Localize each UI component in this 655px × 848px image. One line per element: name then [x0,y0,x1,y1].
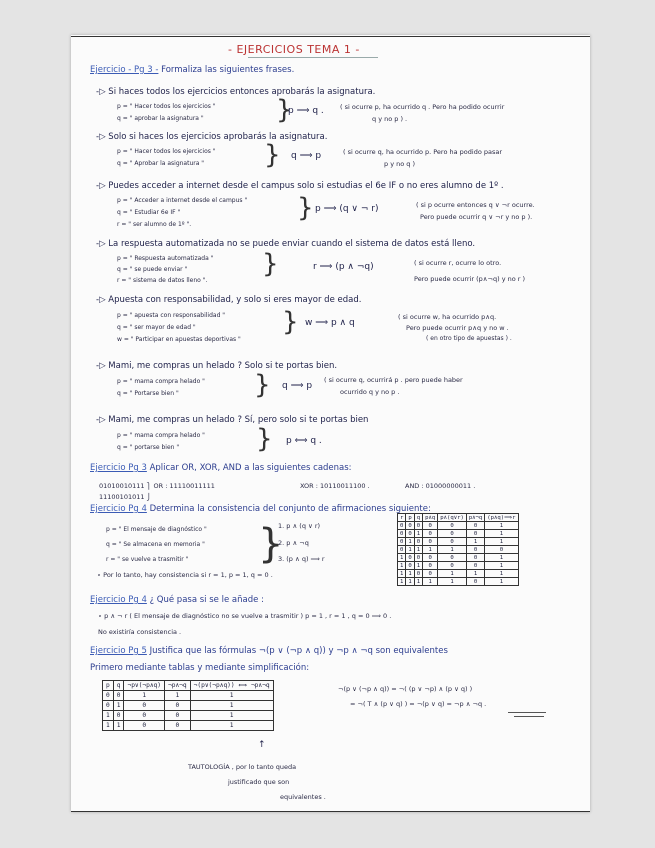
ex2-heading: Aplicar OR, XOR, AND a las siguientes cadenas: [149,463,352,473]
ex1-item5-text: -▷ Apuesta con responsabilidad, y solo si eres mayor de edad. [96,295,362,305]
ex3-table-cell: 1 [398,578,406,586]
ex1-item2-formula: q ⟹ p [291,151,322,161]
ex1-item1-note2: q y no p ) . [372,115,408,123]
ex1-item1-formula: p ⟹ q . [288,106,324,116]
ex5-label: Ejercicio Pg 5 [90,646,147,656]
ex3-def-q: q = " Se almacena en memoria " [106,541,205,548]
ex3-table-cell: 0 [423,538,438,546]
ex5-table-cell: 1 [124,691,165,701]
ex1-item6-note1: ( si ocurre q, ocurrirá p . pero puede haber [324,376,463,384]
ex5-table-cell: 1 [190,691,273,701]
ex3-table-cell: 1 [485,562,518,570]
ex1-item7-brace: } [256,424,273,454]
ex3-table-cell: 0 [414,554,422,562]
ex3-table-cell: 1 [485,522,518,530]
ex1-item7-formula: p ⟺ q . [286,436,322,446]
ex4-label: Ejercicio Pg 4 [90,595,147,605]
ex1-item3-text: -▷ Puedes acceder a internet desde el campus solo si estudias el 6e IF o no eres alumno de 1º . [96,181,504,191]
ex5-table-cell: 1 [103,721,114,731]
ex1-item4-def-r: r = " sistema de datos lleno ". [117,277,208,284]
ex5-table-row [103,721,274,731]
ex1-item6-note2: ocurrido q y no p . [340,388,400,396]
ex1-item3-brace: } [297,193,314,223]
ex3-table-cell: 1 [438,570,467,578]
ex1-item5-note1: ( si ocurre w, ha ocurrido p∧q. [398,313,497,321]
ex3-truth-table [397,513,519,586]
ex1-item7-def-p: p = " mama compra helado " [117,432,205,439]
ex3-table-cell: 1 [398,554,406,562]
ex5-table-cell: 0 [165,711,191,721]
ex5-result-underline-1 [508,712,546,713]
ex2-line2: 11100101011 ⎭ [99,493,152,501]
ex5-table-cell: 0 [124,711,165,721]
ex3-table-cell: 0 [398,546,406,554]
ex3-table-cell: 1 [414,578,422,586]
ex3-table-cell: 0 [466,530,484,538]
ex1-item1-def-q: q = " aprobar la asignatura " [117,115,204,122]
ex3-table-cell: 0 [398,522,406,530]
ex3-table-cell: 0 [466,562,484,570]
ex1-item3-def-p: p = " Acceder a internet desde el campus " [117,197,248,204]
ex3-truth-table-header [398,514,519,522]
ex3-table-header-cell: r [398,514,406,522]
ex1-item2-note2: p y no q ) [384,160,415,168]
ex3-table-row [398,538,519,546]
ex2-xor: XOR : 10110011100 . [300,482,370,490]
ex3-table-cell: 1 [485,578,518,586]
ex5-simplification-2: = ¬( T ∧ (p ∨ q) ) = ¬(p ∨ q) = ¬p ∧ ¬q . [350,700,487,708]
ex3-table-cell: 1 [485,570,518,578]
ex1-label: Ejercicio - Pg 3 - [90,65,159,75]
ex3-table-cell: 0 [466,546,484,554]
ex3-brace: } [258,521,284,567]
ex3-table-header-cell: p∧(q∨r) [438,514,467,522]
ex2-and: AND : 01000000011 . [405,482,476,490]
ex3-table-header-cell: p∧¬q [466,514,484,522]
page-bottom-rule [71,811,590,812]
ex3-table-cell: 1 [485,530,518,538]
ex3-table-row [398,562,519,570]
ex3-table-cell: 1 [438,578,467,586]
ex3-table-cell: 0 [414,522,422,530]
ex1-item5-def-p: p = " apuesta con responsabilidad " [117,312,226,319]
ex3-table-cell: 0 [466,578,484,586]
ex3-header [90,505,431,514]
ex1-item4-note1: ( si ocurre r, ocurre lo otro. [414,259,502,267]
ex1-item3-def-r: r = " ser alumno de 1º ". [117,221,192,228]
ex5-truth-table [102,680,274,731]
ex3-def-p: p = " El mensaje de diagnóstico " [106,526,207,533]
ex1-item4-text: -▷ La respuesta automatizada no se puede enviar cuando el sistema de datos está lleno. [96,239,476,249]
ex1-item3-def-q: q = " Estudiar 6e IF " [117,209,181,216]
ex5-table-header-cell: ¬p∨(¬p∧q) [124,681,165,691]
ex1-item4-brace: } [262,249,279,279]
ex3-table-row [398,554,519,562]
ex3-table-cell: 0 [423,522,438,530]
ex3-table-row [398,578,519,586]
ex3-table-cell: 0 [406,554,414,562]
ex3-premise-1: 1. p ∧ (q ∨ r) [278,522,321,530]
ex5-truth-table-header [103,681,274,691]
ex1-item6-def-q: q = " Portarse bien " [117,390,179,397]
ex1-item2-def-q: q = " Aprobar la asignatura " [117,160,205,167]
ex1-item4-note2: Pero puede ocurrir (p∧¬q) y no r ) [414,275,526,283]
ex1-item6-def-p: p = " mama compra helado " [117,378,205,385]
ex5-table-cell: 1 [190,701,273,711]
ex3-table-header-cell: q [414,514,422,522]
ex1-item3-note1: ( si p ocurre entonces q ∨ ¬r ocurre. [416,201,535,209]
ex1-item6-brace: } [254,370,271,400]
ex3-table-cell: 1 [414,546,422,554]
ex3-table-cell: 0 [485,546,518,554]
ex3-table-cell: 0 [438,538,467,546]
ex1-item5-note2: Pero puede ocurrir p∧q y no w . [406,324,509,332]
ex2-label: Ejercicio Pg 3 [90,463,147,473]
ex5-table-row [103,691,274,701]
ex3-table-cell: 0 [438,562,467,570]
ex3-table-cell: 0 [406,530,414,538]
ex5-header [90,647,448,656]
ex5-table-cell: 1 [165,691,191,701]
ex5-arrow: ↑ [258,740,266,750]
ex4-line1: ∘ p ∧ ¬ r ( El mensaje de diagnóstico no se vuelve a trasmitir ) p = 1 , r = 1 , q = 0 ⟹ 0 . [98,612,392,620]
ex3-table-cell: 0 [406,562,414,570]
ex5-table-row [103,701,274,711]
ex3-table-cell: 0 [438,522,467,530]
ex3-table-cell: 1 [485,554,518,562]
ex5-table-cell: 0 [103,691,114,701]
ex3-table-cell: 0 [414,538,422,546]
ex3-table-cell: 1 [414,530,422,538]
ex3-table-cell: 1 [485,538,518,546]
ex1-header [90,66,294,75]
ex3-table-cell: 0 [438,554,467,562]
ex3-def-r: r = " se vuelve a trasmitir " [106,556,189,563]
ex5-subheading: Primero mediante tablas y mediante simplificación: [90,663,310,673]
ex5-result-underline-2 [514,716,544,717]
ex3-conclusion: ∘ Por lo tanto, hay consistencia si r = 1, p = 1, q = 0 . [97,571,273,579]
ex5-table-header-cell: p [103,681,114,691]
ex1-item2-brace: } [264,140,281,170]
ex5-table-cell: 0 [124,721,165,731]
ex3-label: Ejercicio Pg 4 [90,504,147,514]
ex3-table-header-cell: p∧q [423,514,438,522]
ex1-item1-brace: } [276,95,293,125]
ex1-item5-def-q: q = " ser mayor de edad " [117,324,196,331]
ex3-table-cell: 1 [406,578,414,586]
ex3-table-cell: 0 [423,530,438,538]
ex1-item2-note1: ( si ocurre q, ha ocurrido p. Pero ha podido pasar [343,148,503,156]
ex5-table-header-cell: ¬(p∨(¬p∧q)) ⟺ ¬p∧¬q [190,681,273,691]
page-title: - EJERCICIOS TEMA 1 - [228,43,360,56]
ex3-heading: Determina la consistencia del conjunto de afirmaciones siguiente: [149,504,431,514]
ex3-table-cell: 0 [466,522,484,530]
ex3-table-cell: 1 [466,570,484,578]
ex3-table-cell: 0 [423,562,438,570]
ex3-premise-3: 3. (p ∧ q) ⟹ r [278,555,325,563]
ex1-item2-text: -▷ Solo si haces los ejercicios aprobarás la asignatura. [96,132,328,142]
ex1-item1-note1: ( si ocurre p, ha ocurrido q . Pero ha podido ocurrir [340,103,505,111]
ex5-table-row [103,711,274,721]
ex5-table-cell: 0 [113,691,124,701]
ex3-table-cell: 1 [398,562,406,570]
ex1-item3-formula: p ⟹ (q ∨ ¬ r) [315,204,379,214]
ex5-tautology: TAUTOLOGÍA , por lo tanto queda [188,763,297,771]
ex3-table-cell: 0 [398,530,406,538]
ex3-table-cell: 1 [414,562,422,570]
ex5-table-cell: 0 [165,721,191,731]
ex3-table-cell: 1 [423,546,438,554]
ex1-item5-def-w: w = " Participar en apuestas deportivas " [117,336,241,343]
ex5-table-cell: 0 [165,701,191,711]
page-top-rule [71,36,590,37]
ex3-table-cell: 1 [406,538,414,546]
ex5-justified: justificado que son [228,778,290,786]
ex3-table-cell: 1 [398,570,406,578]
ex5-table-header-cell: q [113,681,124,691]
ex1-item7-text: -▷ Mami, me compras un helado ? Sí, pero solo si te portas bien [96,415,369,425]
ex1-item5-note3: ( en otro tipo de apuestas ) . [426,335,512,342]
ex5-table-cell: 1 [113,721,124,731]
ex3-table-row [398,570,519,578]
ex3-premise-2: 2. p ∧ ¬q [278,539,309,547]
ex3-table-header-cell: p [406,514,414,522]
ex5-table-cell: 1 [113,701,124,711]
ex1-item4-def-p: p = " Respuesta automatizada " [117,255,214,262]
ex1-item2-def-p: p = " Hacer todos los ejercicios " [117,148,216,155]
ex1-item4-formula: r ⟹ (p ∧ ¬q) [313,262,374,272]
ex5-table-cell: 1 [190,721,273,731]
ex1-item6-formula: q ⟹ p [282,381,313,391]
ex5-table-cell: 0 [113,711,124,721]
ex4-line2: No existiría consistencia . [98,628,182,636]
ex5-simplification-1: ¬(p ∨ (¬p ∧ q)) = ¬( (p ∨ ¬p) ∧ (p ∨ q) ) [338,685,473,693]
ex5-table-cell: 1 [103,711,114,721]
ex3-table-cell: 0 [406,522,414,530]
title-underline [248,57,378,58]
ex3-table-cell: 1 [406,570,414,578]
ex5-equivalent: equivalentes . [280,793,326,801]
ex1-item4-def-q: q = " se puede enviar " [117,266,188,273]
ex3-table-cell: 0 [423,570,438,578]
ex5-table-cell: 0 [124,701,165,711]
ex3-table-cell: 0 [414,570,422,578]
ex4-header [90,596,264,605]
ex1-item5-formula: w ⟹ p ∧ q [305,318,355,328]
ex3-table-cell: 0 [423,554,438,562]
ex4-heading: ¿ Qué pasa si se le añade : [149,595,264,605]
ex3-table-cell: 1 [406,546,414,554]
ex3-table-header-cell: (p∧q)⟹r [485,514,518,522]
ex2-header [90,464,352,473]
ex2-line1: 01010010111 ⎫ OR : 11110011111 [99,482,215,490]
ex5-table-cell: 0 [103,701,114,711]
ex5-heading: Justifica que las fórmulas ¬(p ∨ (¬p ∧ q)) y ¬p ∧ ¬q son equivalentes [149,646,448,656]
ex3-table-row [398,522,519,530]
ex3-table-cell: 1 [423,578,438,586]
ex1-item6-text: -▷ Mami, me compras un helado ? Solo si te portas bien. [96,361,338,371]
ex3-table-cell: 0 [438,530,467,538]
ex3-table-cell: 1 [466,538,484,546]
ex3-table-row [398,546,519,554]
ex1-item3-note2: Pero puede ocurrir q ∨ ¬r y no p ). [420,213,533,221]
ex1-item1-text: -▷ Si haces todos los ejercicios entonces aprobarás la asignatura. [96,87,376,97]
ex5-table-header-cell: ¬p∧¬q [165,681,191,691]
ex3-table-row [398,530,519,538]
ex1-item1-def-p: p = " Hacer todos los ejercicios " [117,103,216,110]
ex3-table-cell: 0 [398,538,406,546]
ex5-table-cell: 1 [190,711,273,721]
ex3-table-cell: 0 [466,554,484,562]
ex1-heading: Formaliza las siguientes frases. [161,65,295,75]
ex1-item5-brace: } [282,307,299,337]
ex3-table-cell: 1 [438,546,467,554]
ex1-item7-def-q: q = " portarse bien " [117,444,180,451]
